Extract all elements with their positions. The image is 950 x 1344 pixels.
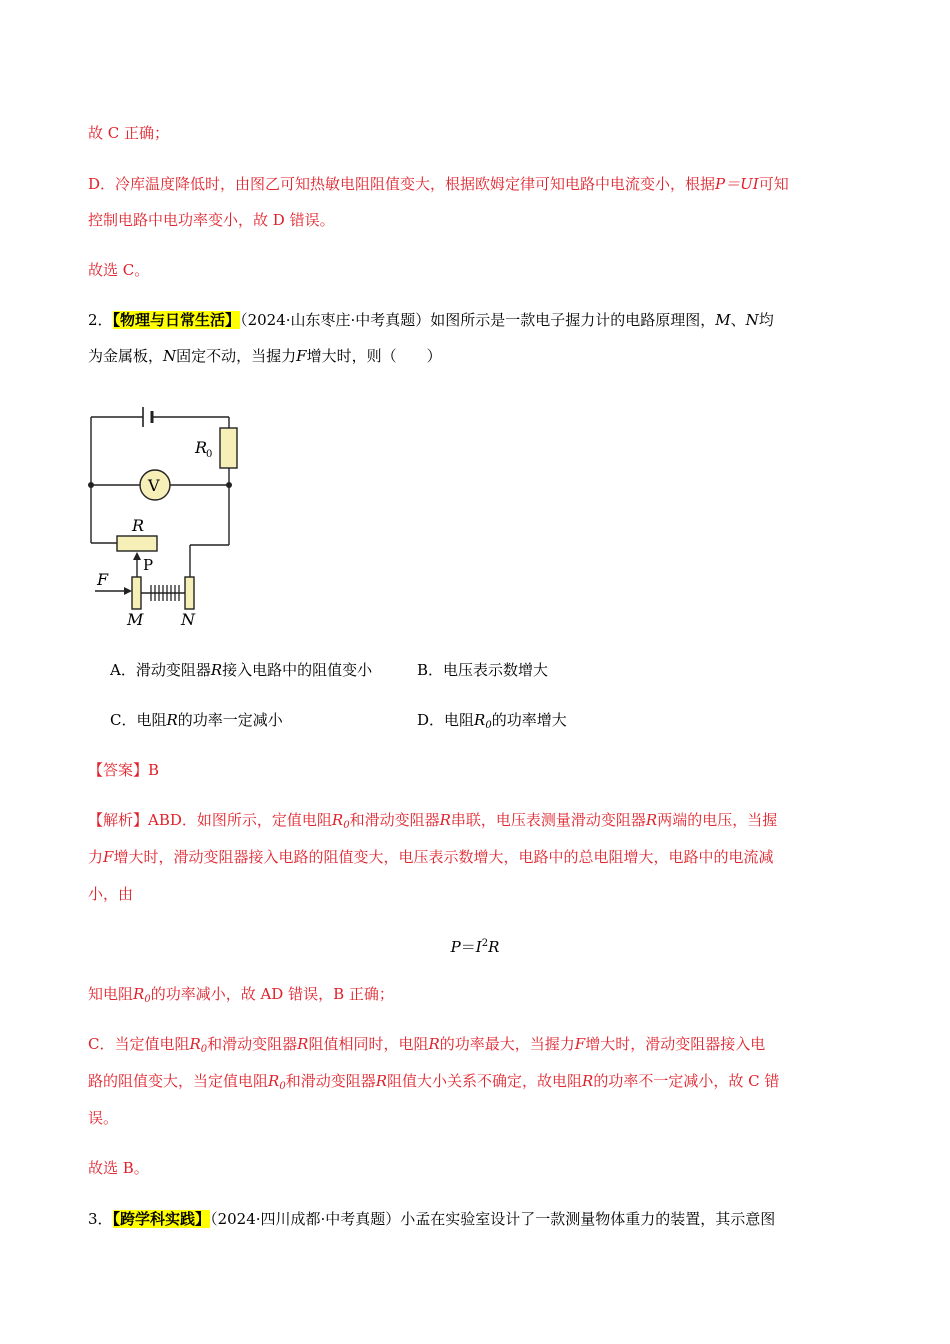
q2-option-d[interactable] [417,710,567,736]
label-p: P [143,556,154,574]
q2-option-d-var: R [474,711,486,729]
analysis-c1-d: 的功率最大，当握力 [439,1035,575,1053]
q2-stem2-b: 固定不动，当握力 [176,347,297,365]
plate-n [185,577,194,609]
q2-stem2-c: 增大时，则（ ） [306,347,442,365]
analysis-c1-sub: 0 [200,1044,208,1055]
analysis-c1-c: 阻值相同时，电阻 [308,1035,429,1053]
q2-option-c-text-a: C．电阻 [110,711,167,729]
q2-option-c[interactable] [110,710,283,730]
q2-stem-a: 如图所示是一款电子握力计的电路原理图， [430,311,716,329]
label-r0: R [195,438,208,457]
q2-tag: 【物理与日常生活】 [112,311,241,329]
formula-eq: ＝ [460,938,476,956]
q2-stem-b: 均 [758,311,774,329]
q2-source: （2024·山东枣庄·中考真题） [240,311,431,329]
label-r: R [132,516,145,535]
analysis-c1-r2: R [297,1035,309,1053]
q3-stem: 小孟在实验室设计了一款测量物体重力的装置，其示意图 [400,1210,776,1228]
q2-option-d-text-b: 的功率增大 [491,711,567,729]
analysis-c2-d: 的功率不一定减小，故 C 错 [593,1072,780,1090]
analysis-l1-r: R [331,811,344,829]
analysis-c2-r: R [268,1072,280,1090]
label-v: V [148,476,160,495]
resistor-r0 [220,428,237,468]
label-r0-sub: 0 [206,449,213,460]
analysis-l1-r2: R [439,811,451,829]
circuit-diagram [85,395,255,635]
analysis-l4-b: 的功率减小，故 AD 错误，B 正确； [150,985,394,1003]
q3-tag: 【跨学科实践】 [112,1210,211,1228]
analysis-c1-r3: R [428,1035,440,1053]
analysis-c2-a: 路的阻值变大，当定值电阻 [88,1072,269,1090]
q2-option-d-text-a: D．电阻 [417,711,475,729]
analysis-l1-a: 【解析】ABD．如图所示，定值电阻 [88,811,332,829]
junction-left [88,482,94,488]
analysis-c-line2 [88,1071,779,1097]
q2-option-a-text-b: 接入电路中的阻值变小 [222,661,373,679]
analysis-l1-c: 串联，电压表测量滑动变阻器 [450,811,646,829]
q2-var-f: F [296,347,307,365]
q3-number: 3． [88,1210,113,1228]
analysis-line3: 小，由 [88,885,134,903]
q2-sep: 、 [730,311,746,329]
q2-option-b[interactable]: B．电压表示数增大 [417,661,549,679]
analysis-c2-b: 和滑动变阻器 [285,1072,376,1090]
force-arrowhead [124,587,132,595]
plate-m [132,577,141,609]
q2-option-a-var: R [210,661,223,679]
formula-i: I [475,938,482,956]
analysis-l2-f: F [103,848,114,866]
analysis-c2-sub: 0 [279,1081,286,1092]
slider-arrowhead [133,552,141,560]
formula-p: P [450,938,461,956]
analysis-c-line1 [88,1034,765,1060]
analysis-c2-r3: R [582,1072,594,1090]
analysis-l2-a: 力 [88,848,104,866]
q2-choice: 故选 B。 [88,1159,149,1177]
power-formula [0,934,950,957]
q2-option-a-text-a: A．滑动变阻器 [110,661,211,679]
analysis-c-line3: 误。 [88,1109,119,1127]
analysis-l4-sub: 0 [144,994,151,1005]
q1-d-formula: P＝UI [715,175,759,193]
q2-number: 2． [88,311,113,329]
q2-var-n2: N [163,347,177,365]
analysis-line4 [88,984,394,1010]
q2-option-c-text-b: 的功率一定减小 [177,711,283,729]
q2-option-c-var: R [166,711,178,729]
analysis-l1-sub: 0 [343,820,350,831]
q3-stem-line1 [88,1209,775,1229]
q2-var-m: M [715,311,731,329]
q1-option-d-line1 [88,174,789,194]
analysis-c2-c: 阻值大小关系不确定，故电阻 [387,1072,583,1090]
label-n: N [181,610,195,629]
analysis-c1-a: C．当定值电阻 [88,1035,190,1053]
analysis-l2-b: 增大时，滑动变阻器接入电路的阻值变大，电压表示数增大，电路中的总电阻增大，电路中的电流减 [113,848,774,866]
rheostat-r [117,536,157,551]
analysis-c1-b: 和滑动变阻器 [207,1035,298,1053]
q1-d-text-b: 可知 [758,175,789,193]
analysis-l4-a: 知电阻 [88,985,134,1003]
analysis-line2 [88,847,773,867]
q2-var-n: N [745,311,759,329]
q3-source: （2024·四川成都·中考真题） [210,1210,401,1228]
analysis-l1-b: 和滑动变阻器 [349,811,440,829]
q2-answer: 【答案】B [88,761,160,779]
q1-d-text-a: D．冷库温度降低时，由图乙可知热敏电阻阻值变大，根据欧姆定律可知电路中电流变小，根据 [88,175,716,193]
q2-option-a[interactable] [110,660,372,680]
q2-stem-line1 [88,310,774,330]
formula-r: R [488,938,500,956]
analysis-line1 [88,810,777,836]
q2-option-d-sub: 0 [485,720,492,731]
analysis-c2-r2: R [375,1072,387,1090]
analysis-c1-e: 增大时，滑动变阻器接入电 [585,1035,766,1053]
analysis-c1-r: R [189,1035,201,1053]
q1-choice: 故选 C。 [88,261,150,279]
analysis-l4-r: R [133,985,145,1003]
q1-option-d-line2: 控制电路中电功率变小，故 D 错误。 [88,211,335,229]
q2-stem2-a: 为金属板， [88,347,164,365]
junction-right [226,482,232,488]
formula-sup: 2 [481,938,489,949]
label-m: M [127,610,144,629]
label-f: F [97,570,109,589]
q1-conclusion-c: 故 C 正确； [88,124,170,142]
analysis-l1-r3: R [645,811,658,829]
q2-stem-line2 [88,346,442,366]
analysis-l1-d: 两端的电压，当握 [657,811,778,829]
analysis-c1-f: F [574,1035,586,1053]
